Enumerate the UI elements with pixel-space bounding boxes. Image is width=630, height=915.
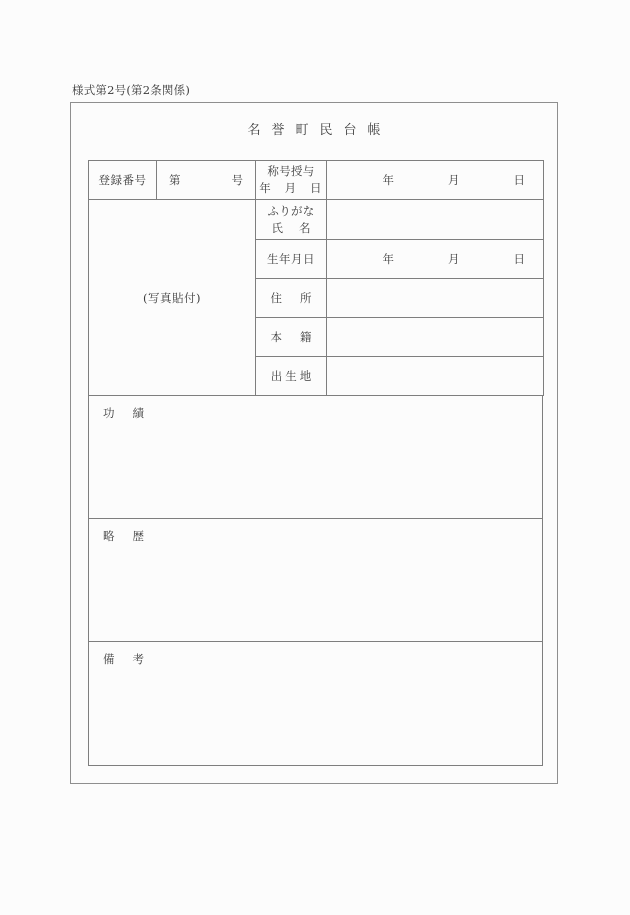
award-date-label-line2: 年 月 日	[259, 181, 323, 195]
section-cell-remarks[interactable]	[89, 642, 543, 766]
photo-attachment-label: (写真貼付)	[143, 290, 201, 305]
domicile-label	[264, 329, 318, 345]
birthplace-label-cell	[256, 357, 327, 396]
page-title: 名誉町民台帳	[247, 123, 392, 138]
domicile-label-char2: 籍	[300, 330, 312, 344]
domicile-label-cell	[256, 318, 327, 357]
biography-label	[103, 529, 144, 543]
birthdate-value-cell[interactable]	[327, 240, 544, 279]
name-label-cell	[256, 200, 327, 240]
name-value-cell[interactable]	[327, 200, 544, 240]
award-date-day-marker: 日	[513, 173, 525, 187]
birthdate-day-marker: 日	[513, 252, 525, 266]
award-date-label-cell	[256, 161, 327, 200]
registration-number-suffix: 号	[231, 173, 243, 187]
section-cell-biography[interactable]	[89, 519, 543, 642]
domicile-label-char1: 本	[270, 330, 282, 344]
birthdate-month-marker: 月	[448, 252, 460, 266]
registration-number-prefix: 第	[169, 173, 181, 187]
biography-label-char2: 歴	[132, 529, 144, 543]
registration-number-label: 登録番号	[98, 173, 147, 187]
address-label-cell	[256, 279, 327, 318]
table-row-registration	[89, 161, 544, 200]
award-date-label-line1: 称号授与	[267, 164, 315, 179]
award-date-month-marker: 月	[448, 173, 460, 187]
section-cell-achievements[interactable]	[89, 396, 543, 519]
birthdate-label-cell	[256, 240, 327, 279]
registration-number-label-cell	[89, 161, 157, 200]
remarks-label-char1: 備	[103, 652, 115, 666]
name-label	[272, 220, 311, 237]
birthdate-year-marker: 年	[382, 252, 394, 266]
award-date-value-cell[interactable]	[327, 161, 544, 200]
form-number-caption: 様式第2号(第2条関係)	[72, 83, 191, 97]
address-value-cell[interactable]	[327, 279, 544, 318]
table-row-furigana-name	[89, 200, 544, 240]
section-row-achievements	[89, 396, 543, 519]
address-label-char1: 住	[270, 291, 282, 305]
section-row-biography	[89, 519, 543, 642]
birthplace-value-cell[interactable]	[327, 357, 544, 396]
section-row-remarks	[89, 642, 543, 766]
achievements-label-char1: 功	[103, 406, 115, 420]
address-label-char2: 所	[300, 291, 312, 305]
name-label-char1: 氏	[271, 220, 283, 235]
furigana-label: ふりがな	[267, 203, 315, 218]
birthplace-label: 出生地	[270, 369, 315, 383]
award-date-year-marker: 年	[382, 173, 394, 187]
remarks-label	[103, 652, 144, 666]
birthdate-label: 生年月日	[267, 252, 315, 266]
sections-table	[88, 395, 543, 766]
achievements-label-char2: 績	[132, 406, 144, 420]
name-label-char2: 名	[299, 220, 311, 235]
registry-table	[88, 160, 544, 396]
registration-number-value-cell[interactable]	[157, 161, 256, 200]
achievements-label	[103, 406, 144, 420]
photo-attachment-area[interactable]	[89, 200, 256, 396]
domicile-value-cell[interactable]	[327, 318, 544, 357]
biography-label-char1: 略	[103, 529, 115, 543]
address-label	[264, 290, 318, 306]
remarks-label-char2: 考	[132, 652, 144, 666]
